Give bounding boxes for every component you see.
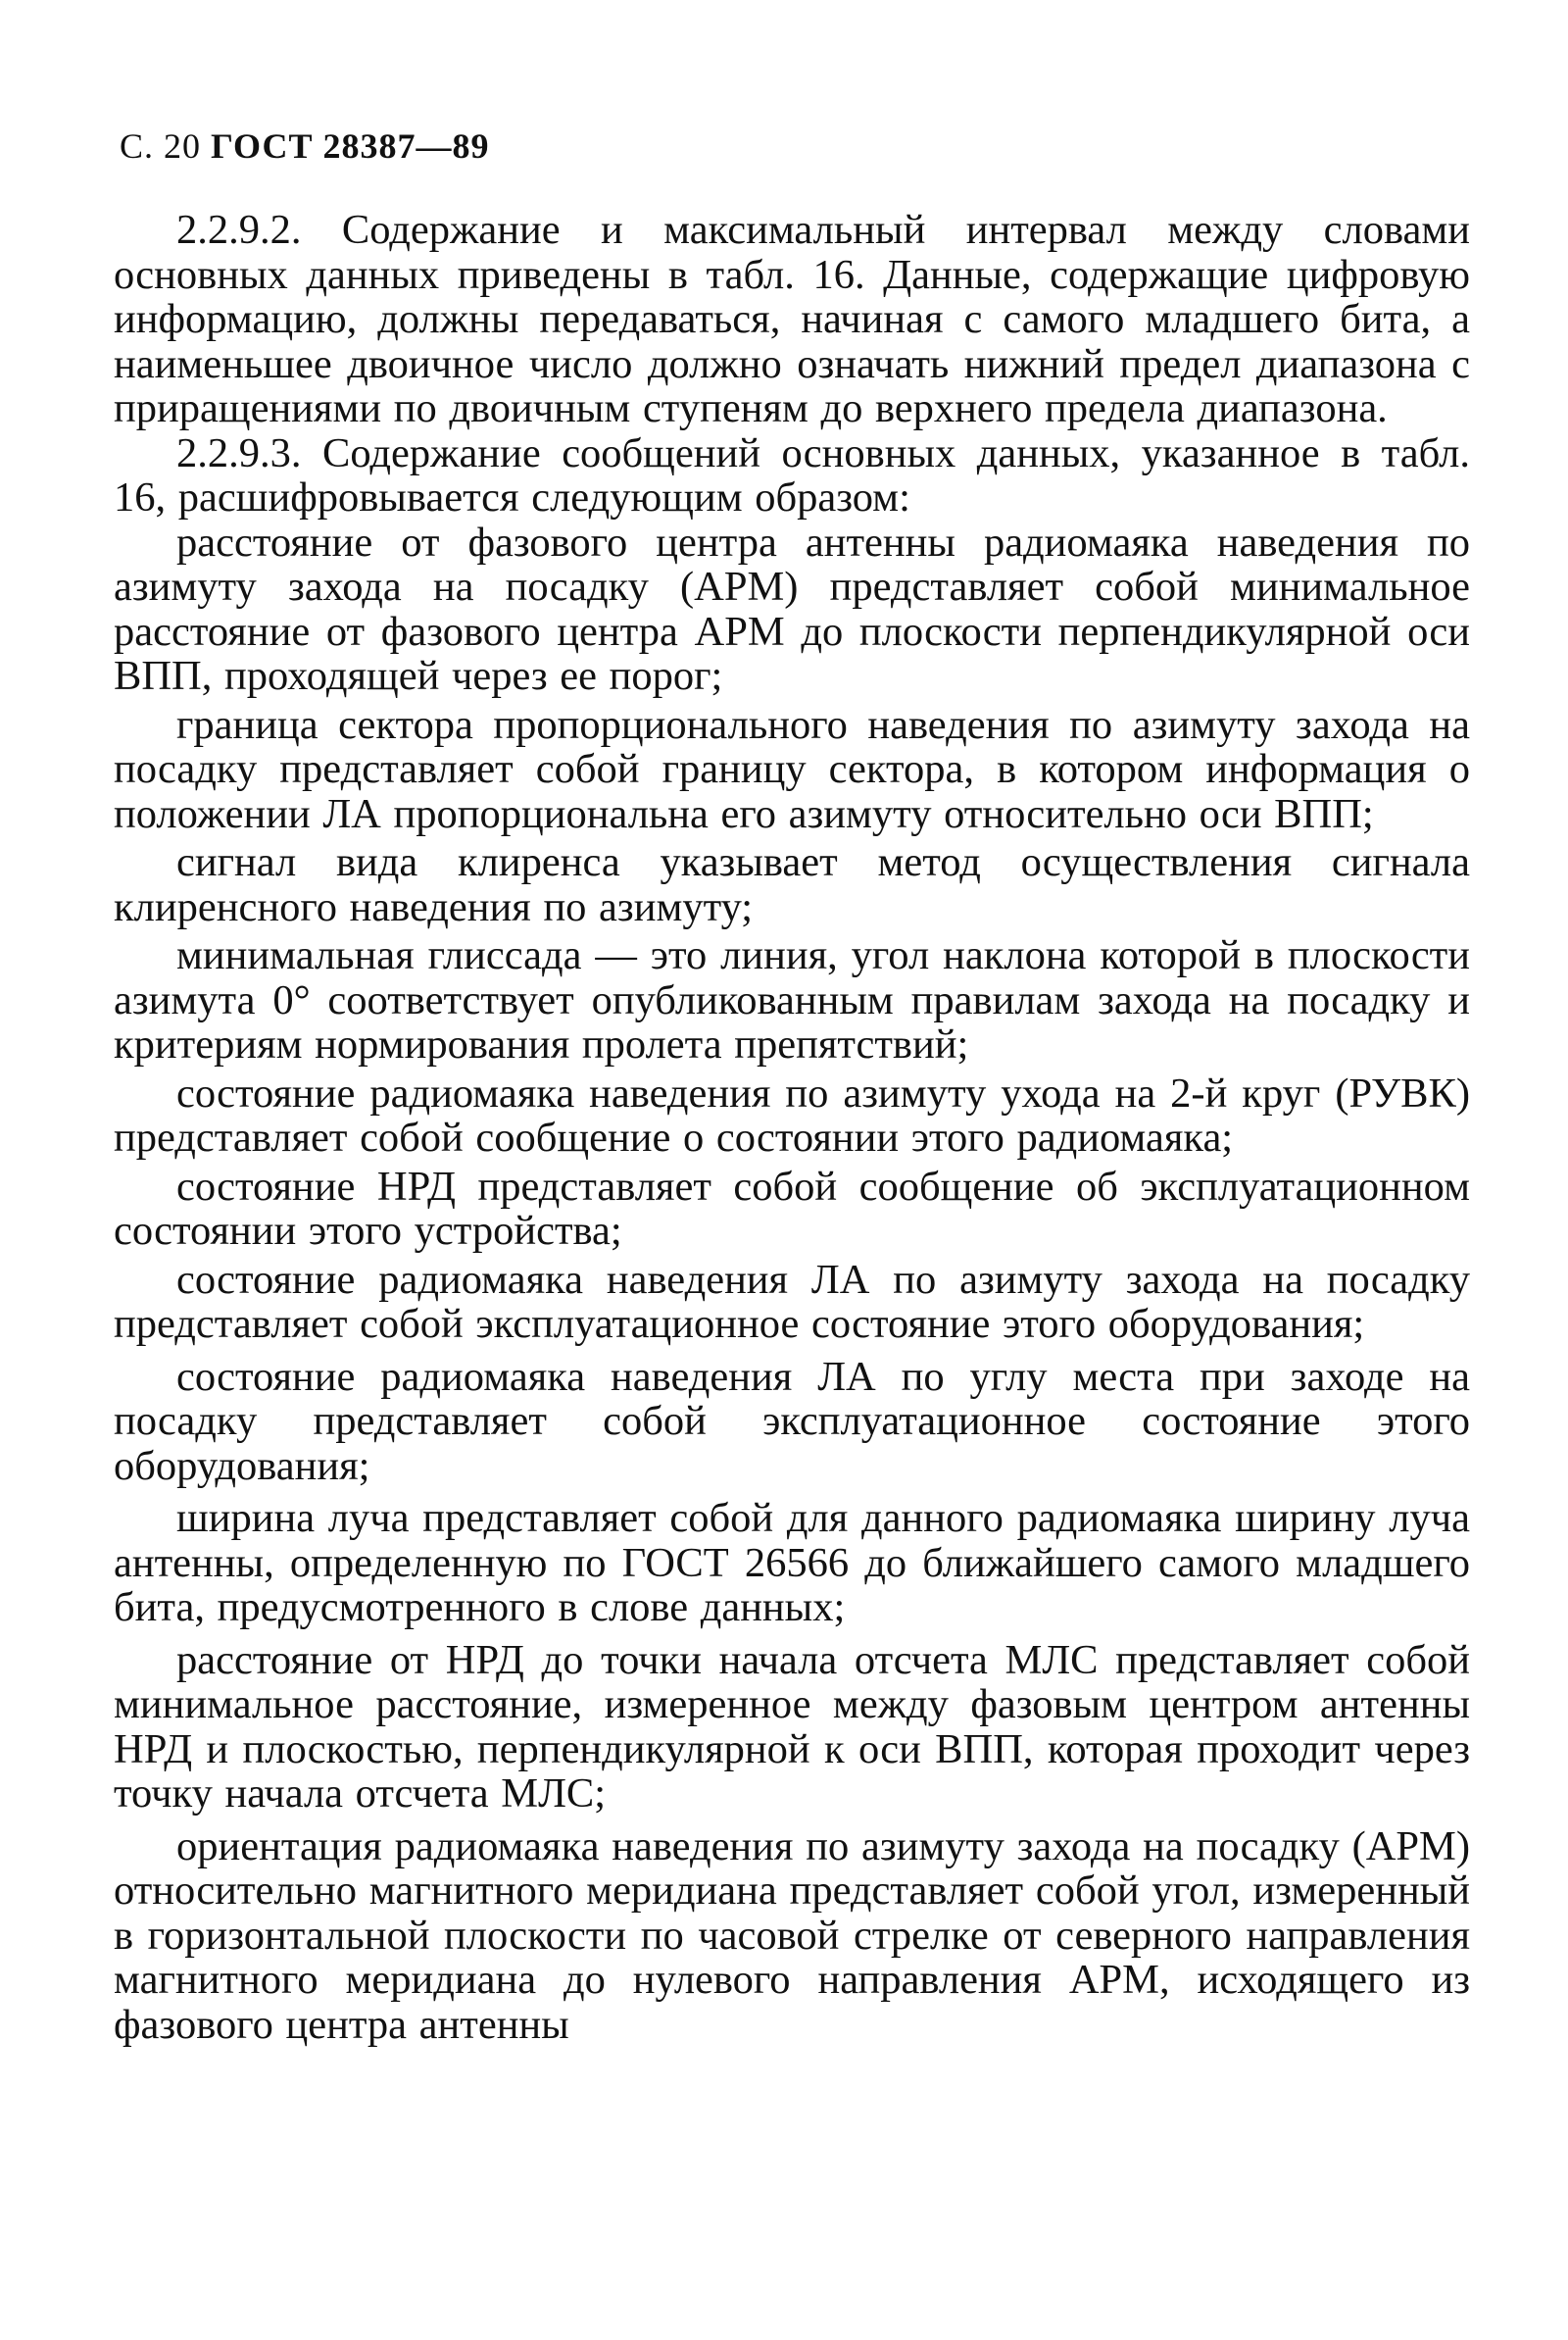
definition-sector-boundary: граница сектора пропорционального наведения по азимуту захода на посадку представляет собой границу сектора, в котором информация о положении ЛА пропорциональна его азимуту относительно оси ВПП; — [114, 701, 1470, 837]
definition-minimum-glidepath: минимальная глиссада — это линия, угол наклона которой в плоскости азимута 0° соответствует опубликованным правилам захода на посадку и критериям нормирования пролета препятствий; — [114, 932, 1470, 1068]
definition-azimuth-beacon-status: состояние радиомаяка наведения ЛА по азимуту захода на посадку представляет собой эксплуатационное состояние этого оборудования; — [114, 1256, 1470, 1347]
definition-arm-orientation: ориентация радиомаяка наведения по азимуту захода на посадку (АРМ) относительно магнитного меридиана представляет собой угол, измеренный в горизонтальной плоскости по часовой стрелке от северного направления магнитного меридиана до нулевого направления АРМ, исходящего из фазового центра антенны — [114, 1822, 1470, 2048]
definition-arm-distance: расстояние от фазового центра антенны радиомаяка наведения по азимуту захода на посадку (АРМ) представляет собой минимальное расстояние от фазового центра АРМ до плоскости перпендикулярной оси ВПП, проходящей через ее порог; — [114, 519, 1470, 699]
page-header — [120, 125, 489, 167]
definition-elevation-beacon-status: состояние радиомаяка наведения ЛА по углу места при заходе на посадку представляет собой эксплуатационное состояние этого оборудования; — [114, 1353, 1470, 1489]
definition-ruvk-status: состояние радиомаяка наведения по азимуту ухода на 2-й круг (РУВК) представляет собой сообщение о состоянии этого радиомаяка; — [114, 1070, 1470, 1161]
definition-clearance-signal: сигнал вида клиренса указывает метод осуществления сигнала клиренсного наведения по азимуту; — [114, 839, 1470, 930]
definition-nrd-distance: расстояние от НРД до точки начала отсчета МЛС представляет собой минимальное расстояние, измеренное между фазовым центром антенны НРД и плоскостью, перпендикулярной к оси ВПП, которая проходит через точку начала отсчета МЛС; — [114, 1636, 1470, 1817]
document-body — [114, 208, 1470, 2047]
definition-nrd-status: состояние НРД представляет собой сообщение об эксплуатационном состоянии этого устройства; — [114, 1163, 1470, 1254]
page-number: С. 20 — [120, 126, 202, 166]
definition-beam-width: ширина луча представляет собой для данного радиомаяка ширину луча антенны, определенную по ГОСТ 26566 до ближайшего самого младшего бита, предусмотренного в слове данных; — [114, 1495, 1470, 1630]
paragraph-2-2-9-2: 2.2.9.2. Содержание и максимальный интервал между словами основных данных приведены в табл. 16. Данные, содержащие цифровую информацию, должны передаваться, начиная с самого младшего бита, а наименьшее двоичное число должно означать нижний предел диапазона с приращениями по двоичным ступеням до верхнего предела диапазона. — [114, 207, 1470, 431]
standard-designation: ГОСТ 28387—89 — [211, 126, 490, 166]
paragraph-2-2-9-3: 2.2.9.3. Содержание сообщений основных данных, указанное в табл. 16, расшифровывается следующим образом: — [114, 429, 1470, 521]
